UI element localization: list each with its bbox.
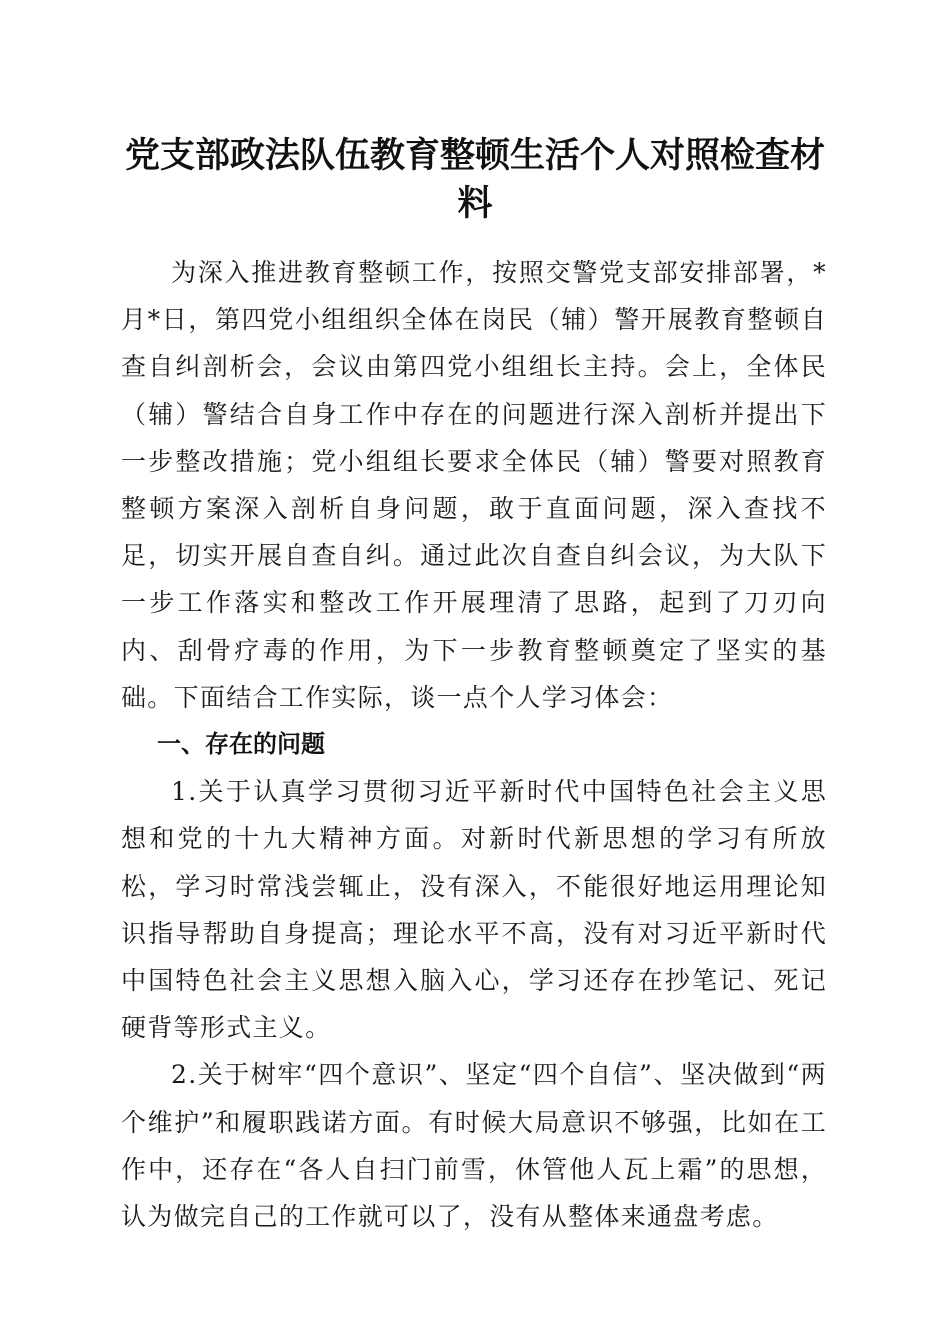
- item-paragraph-2: 2.关于树牢“四个意识”、坚定“四个自信”、坚决做到“两个维护”和履职践诺方面。有时候大局意识不够强，比如在工作中，还存在“各人自扫门前雪，休管他人瓦上霜”的思想，认为做完自己的工作就可以了，没有从整体来通盘考虑。: [121, 1060, 827, 1232]
- document-body: [121, 249, 827, 1240]
- document-title: 党支部政法队伍教育整顿生活个人对照检查材料: [124, 135, 825, 224]
- item-paragraph-1: 1.关于认真学习贯彻习近平新时代中国特色社会主义思想和党的十九大精神方面。对新时代新思想的学习有所放松，学习时常浅尝辄止，没有深入，不能很好地运用理论知识指导帮助自身提高；理论水平不高，没有对习近平新时代中国特色社会主义思想入脑入心，学习还存在抄笔记、死记硬背等形式主义。: [121, 777, 827, 1043]
- section-heading: 一、存在的问题: [157, 730, 325, 759]
- intro-paragraph: 为深入推进教育整顿工作，按照交警党支部安排部署，*月*日，第四党小组组织全体在岗民（辅）警开展教育整顿自查自纠剖析会，会议由第四党小组组长主持。会上，全体民（辅）警结合自身工作中存在的问题进行深入剖析并提出下一步整改措施；党小组组长要求全体民（辅）警要对照教育整顿方案深入剖析自身问题，敢于直面问题，深入查找不足，切实开展自查自纠。通过此次自查自纠会议，为大队下一步工作落实和整改工作开展理清了思路，起到了刀刃向内、刮骨疗毒的作用，为下一步教育整顿奠定了坚实的基础。下面结合工作实际，谈一点个人学习体会：: [121, 258, 827, 712]
